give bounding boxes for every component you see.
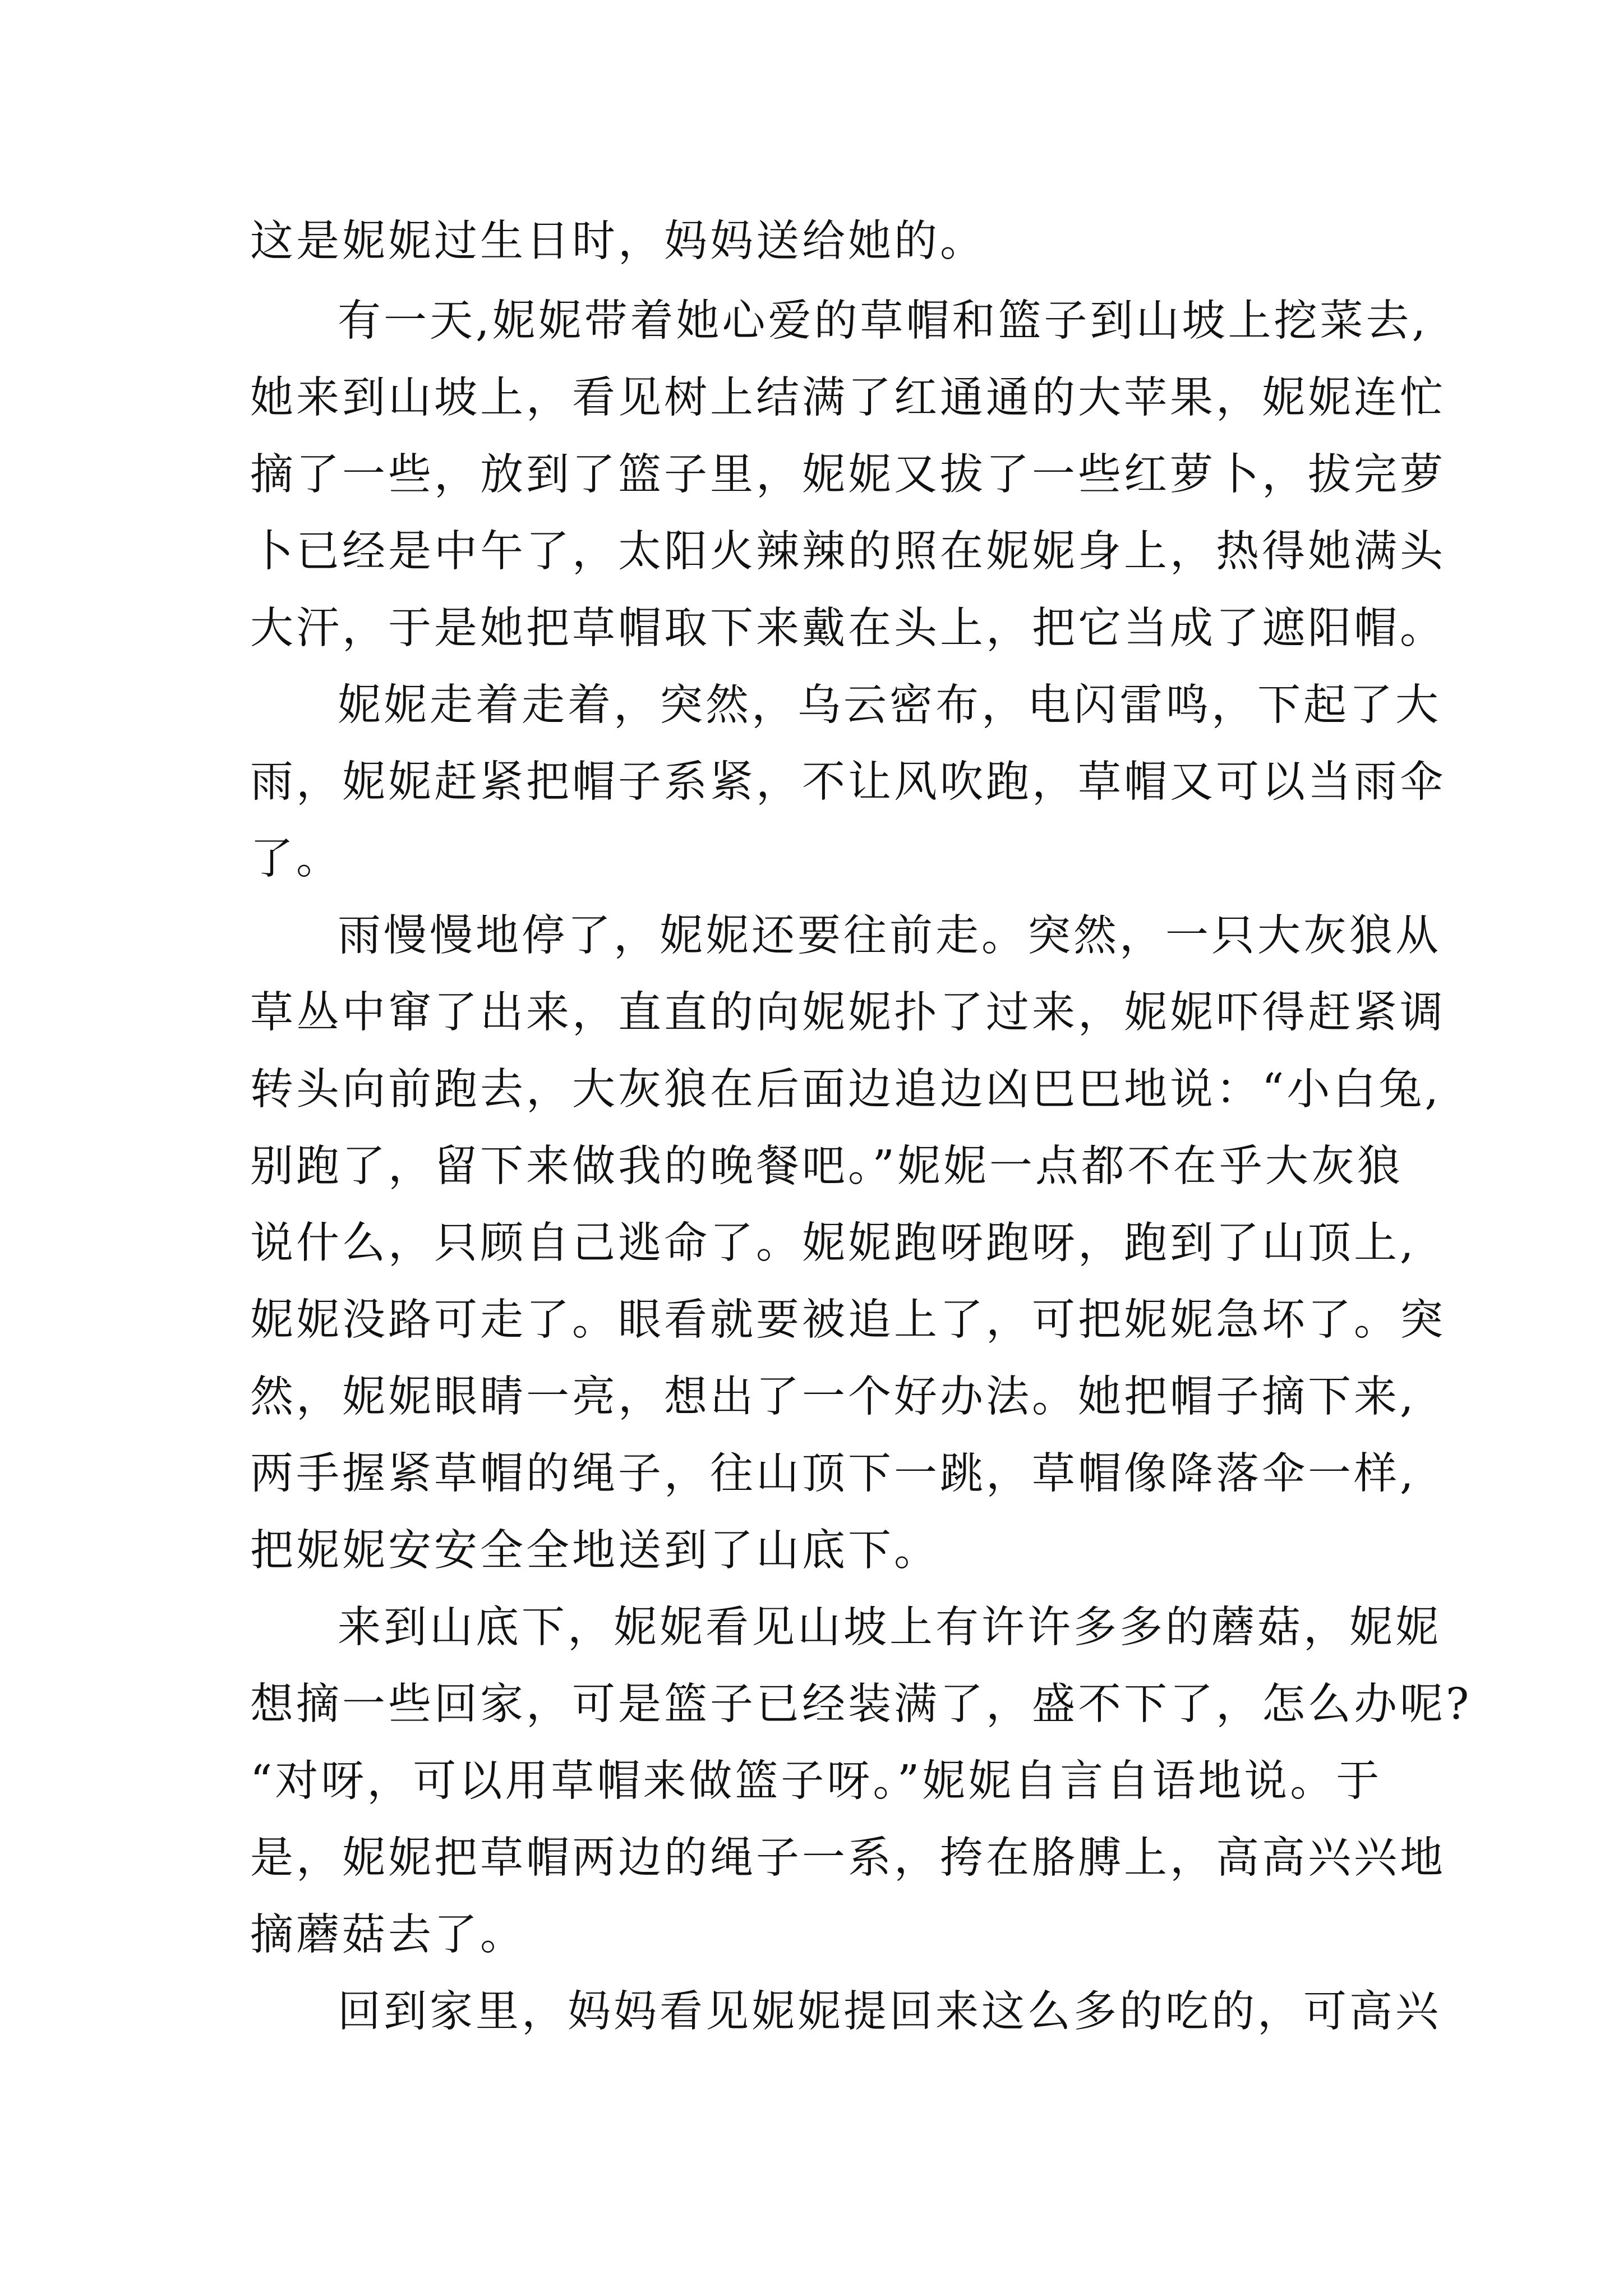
text-line: 转头向前跑去，大灰狼在后面边追边凶巴巴地说：“小白兔, [250, 1065, 1441, 1115]
text-line: 妮妮没路可走了。眼看就要被追上了，可把妮妮急坏了。突 [250, 1295, 1446, 1345]
text-line: 雨，妮妮赶紧把帽子系紧，不让风吹跑，草帽又可以当雨伞 [250, 757, 1446, 807]
text-line: 了。 [250, 834, 342, 884]
text-line: 她来到山坡上，看见树上结满了红通通的大苹果，妮妮连忙 [250, 373, 1446, 423]
text-line: 说什么，只顾自己逃命了。妮妮跑呀跑呀，跑到了山顶上, [250, 1218, 1417, 1268]
text-line: 来到山底下，妮妮看见山坡上有许许多多的蘑菇，妮妮 [338, 1603, 1441, 1653]
text-line: 卜已经是中午了，太阳火辣辣的照在妮妮身上，热得她满头 [250, 527, 1446, 577]
text-line: 是，妮妮把草帽两边的绳子一系，挎在胳膊上，高高兴兴地 [250, 1833, 1446, 1883]
text-line: 这是妮妮过生日时，妈妈送给她的。 [250, 217, 986, 266]
text-line: 大汗，于是她把草帽取下来戴在头上，把它当成了遮阳帽。 [250, 604, 1446, 654]
text-line: “对呀，可以用草帽来做篮子呀。”妮妮自言自语地说。于 [250, 1756, 1382, 1806]
text-line: 有一天,妮妮带着她心爱的草帽和篮子到山坡上挖菜去, [338, 296, 1428, 346]
text-line: 雨慢慢地停了，妮妮还要往前走。突然，一只大灰狼从 [338, 911, 1441, 961]
text-line: 摘蘑菇去了。 [250, 1910, 526, 1960]
text-line: 然，妮妮眼睛一亮，想出了一个好办法。她把帽子摘下来, [250, 1372, 1417, 1422]
text-line: 草丛中窜了出来，直直的向妮妮扑了过来，妮妮吓得赶紧调 [250, 988, 1446, 1038]
text-line: 别跑了，留下来做我的晚餐吧。”妮妮一点都不在乎大灰狼 [250, 1142, 1403, 1191]
text-line: 想摘一些回家，可是篮子已经装满了，盛不下了，怎么办呢? [250, 1680, 1472, 1729]
text-line: 把妮妮安安全全地送到了山底下。 [250, 1526, 940, 1576]
text-line: 回到家里，妈妈看见妮妮提回来这么多的吃的，可高兴 [338, 1987, 1441, 2037]
text-line: 妮妮走着走着，突然，乌云密布，电闪雷鸣，下起了大 [338, 680, 1441, 730]
text-line: 两手握紧草帽的绳子，往山顶下一跳，草帽像降落伞一样, [250, 1449, 1417, 1499]
text-line: 摘了一些，放到了篮子里，妮妮又拔了一些红萝卜，拔完萝 [250, 450, 1446, 500]
